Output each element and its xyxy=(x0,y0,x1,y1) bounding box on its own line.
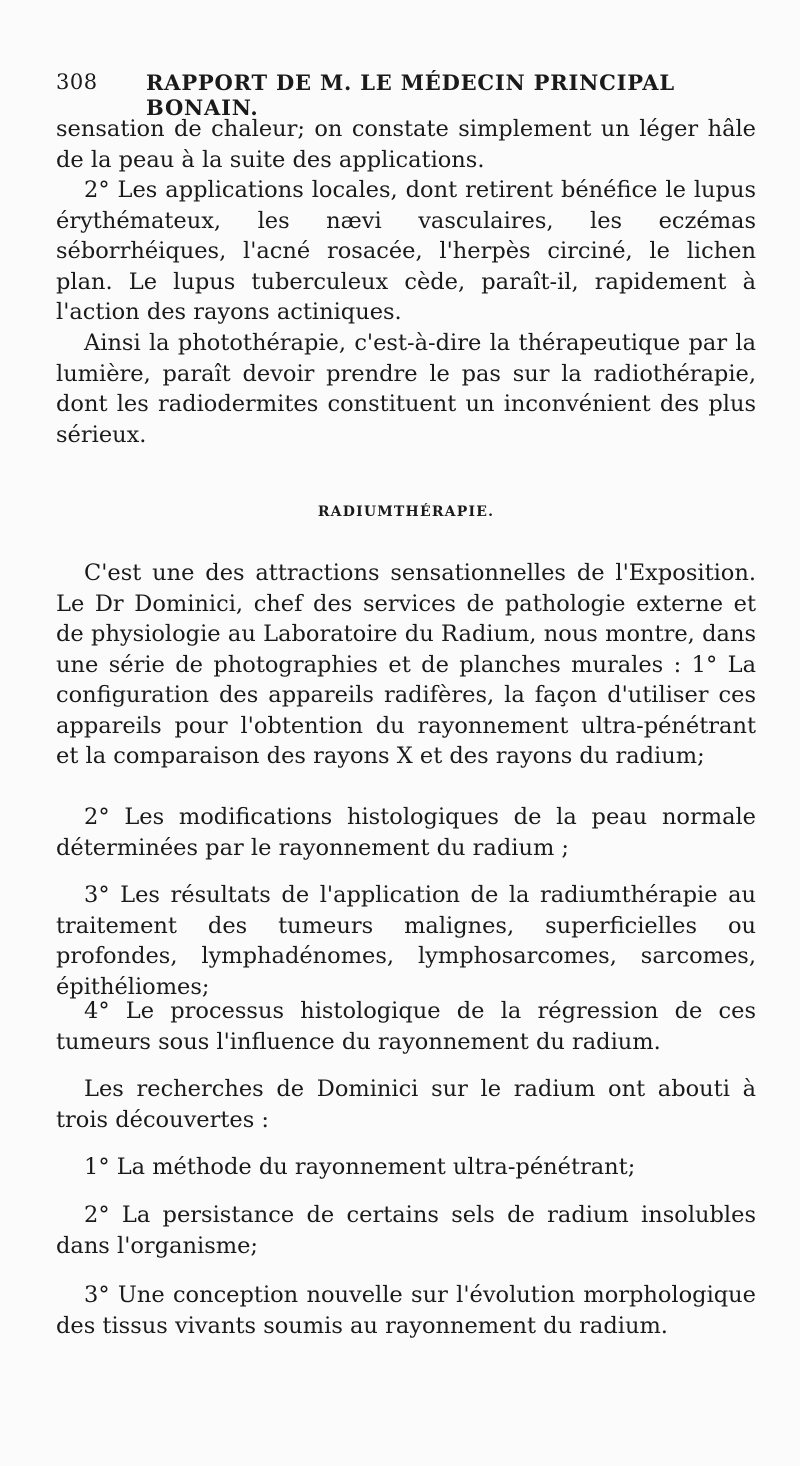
list-item-discovery-conception: 3° Une conception nouvelle sur l'évolution morphologique des tissus vivants soumis au rayonnement du radium. xyxy=(56,1282,756,1339)
list-item-discovery-persistence: 2° La persistance de certains sels de radium insolubles dans l'organisme; xyxy=(56,1202,756,1259)
page-number: 308 xyxy=(56,70,98,94)
running-title: RAPPORT DE M. LE MÉDECIN PRINCIPAL BONAIN. xyxy=(146,70,675,120)
paragraph-discoveries-intro: Les recherches de Dominici sur le radium ont abouti à trois découvertes : xyxy=(56,1076,756,1133)
list-item-discovery-method: 1° La méthode du rayonnement ultra-pénétrant; xyxy=(84,1154,636,1180)
list-item-regression-process: 4° Le processus histologique de la régression de ces tumeurs sous l'influence du rayonnement du radium. xyxy=(56,998,756,1055)
paragraph-phototherapy: Ainsi la photothérapie, c'est-à-dire la thérapeutique par la lumière, paraît devoir prendre le pas sur la radiothérapie, dont les radiodermites constituent un inconvénient des plus sérieux. xyxy=(56,330,756,448)
paragraph-attractions: C'est une des attractions sensationnelles de l'Exposition. Le Dr Dominici, chef des services de pathologie externe et de physiologie au Laboratoire du Radium, nous montre, dans une série de photographies et de planches murales : 1° La configuration des appareils radifères, la façon d'utiliser ces appareils pour l'obtention du rayonnement ultra-pénétrant et la comparaison des rayons X et des rayons du radium; xyxy=(56,560,756,769)
page-header xyxy=(56,70,746,120)
list-item-treatment-results: 3° Les résultats de l'application de la radiumthérapie au traitement des tumeurs malignes, superficielles ou profondes, lymphadénomes, lymphosarcomes, sarcomes, épithéliomes; xyxy=(56,882,756,1000)
section-heading: RADIUMTHÉRAPIE. xyxy=(317,504,495,520)
list-item-histological-modifications: 2° Les modifications histologiques de la peau normale déterminées par le rayonnement du radium ; xyxy=(56,804,756,861)
paragraph-continuation: sensation de chaleur; on constate simplement un léger hâle de la peau à la suite des applications. xyxy=(56,116,756,173)
paragraph-local-applications: 2° Les applications locales, dont retirent bénéfice le lupus érythémateux, les nævi vasculaires, les eczémas séborrhéiques, l'acné rosacée, l'herpès circiné, le lichen plan. Le lupus tuberculeux cède, paraît-il, rapidement à l'action des rayons actiniques. xyxy=(56,177,756,325)
